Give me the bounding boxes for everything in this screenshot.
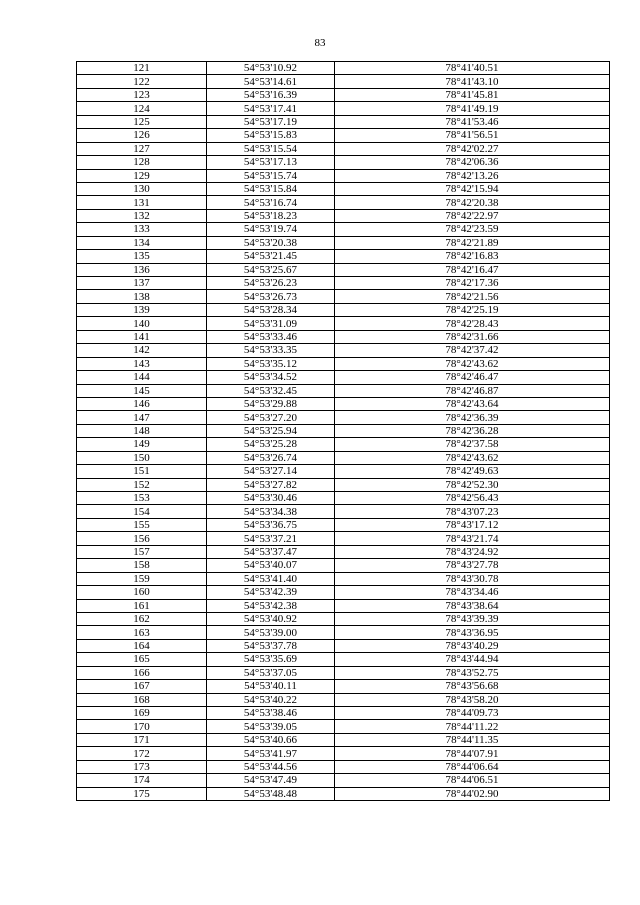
longitude-cell: 78°42'06.36 [335, 156, 610, 169]
point-number-cell: 122 [77, 75, 207, 88]
table-row [77, 693, 610, 706]
table-row [77, 680, 610, 693]
latitude-cell: 54°53'29.88 [207, 397, 335, 410]
latitude-cell: 54°53'47.49 [207, 774, 335, 787]
latitude-cell: 54°53'27.20 [207, 411, 335, 424]
table-row [77, 142, 610, 155]
longitude-cell: 78°43'17.12 [335, 518, 610, 531]
latitude-cell: 54°53'25.94 [207, 424, 335, 437]
table-row [77, 518, 610, 531]
latitude-cell: 54°53'40.92 [207, 612, 335, 625]
latitude-cell: 54°53'35.12 [207, 357, 335, 370]
table-row [77, 572, 610, 585]
point-number-cell: 133 [77, 223, 207, 236]
point-number-cell: 155 [77, 518, 207, 531]
longitude-cell: 78°42'43.62 [335, 357, 610, 370]
longitude-cell: 78°44'06.64 [335, 760, 610, 773]
longitude-cell: 78°42'28.43 [335, 317, 610, 330]
point-number-cell: 172 [77, 747, 207, 760]
latitude-cell: 54°53'17.41 [207, 102, 335, 115]
latitude-cell: 54°53'37.47 [207, 545, 335, 558]
table-row [77, 424, 610, 437]
point-number-cell: 134 [77, 236, 207, 249]
point-number-cell: 168 [77, 693, 207, 706]
point-number-cell: 127 [77, 142, 207, 155]
point-number-cell: 156 [77, 532, 207, 545]
longitude-cell: 78°42'16.47 [335, 263, 610, 276]
longitude-cell: 78°42'36.39 [335, 411, 610, 424]
point-number-cell: 121 [77, 62, 207, 75]
latitude-cell: 54°53'39.00 [207, 626, 335, 639]
point-number-cell: 171 [77, 733, 207, 746]
latitude-cell: 54°53'15.74 [207, 169, 335, 182]
point-number-cell: 165 [77, 653, 207, 666]
table-row [77, 411, 610, 424]
point-number-cell: 141 [77, 330, 207, 343]
table-row [77, 451, 610, 464]
point-number-cell: 149 [77, 438, 207, 451]
point-number-cell: 131 [77, 196, 207, 209]
point-number-cell: 147 [77, 411, 207, 424]
latitude-cell: 54°53'27.82 [207, 478, 335, 491]
longitude-cell: 78°42'20.38 [335, 196, 610, 209]
table-row [77, 115, 610, 128]
table-row [77, 263, 610, 276]
point-number-cell: 125 [77, 115, 207, 128]
point-number-cell: 169 [77, 707, 207, 720]
table-row [77, 787, 610, 800]
longitude-cell: 78°42'15.94 [335, 182, 610, 195]
longitude-cell: 78°42'02.27 [335, 142, 610, 155]
table-row [77, 465, 610, 478]
table-row [77, 371, 610, 384]
point-number-cell: 160 [77, 586, 207, 599]
table-row [77, 344, 610, 357]
longitude-cell: 78°42'56.43 [335, 492, 610, 505]
latitude-cell: 54°53'21.45 [207, 250, 335, 263]
latitude-cell: 54°53'37.21 [207, 532, 335, 545]
latitude-cell: 54°53'27.14 [207, 465, 335, 478]
table-row [77, 747, 610, 760]
table-row [77, 599, 610, 612]
longitude-cell: 78°43'38.64 [335, 599, 610, 612]
table-row [77, 492, 610, 505]
longitude-cell: 78°42'21.89 [335, 236, 610, 249]
point-number-cell: 170 [77, 720, 207, 733]
longitude-cell: 78°43'44.94 [335, 653, 610, 666]
longitude-cell: 78°42'25.19 [335, 303, 610, 316]
longitude-cell: 78°41'56.51 [335, 129, 610, 142]
point-number-cell: 136 [77, 263, 207, 276]
longitude-cell: 78°42'49.63 [335, 465, 610, 478]
longitude-cell: 78°44'02.90 [335, 787, 610, 800]
point-number-cell: 139 [77, 303, 207, 316]
longitude-cell: 78°42'23.59 [335, 223, 610, 236]
table-row [77, 438, 610, 451]
table-row [77, 720, 610, 733]
longitude-cell: 78°42'43.64 [335, 397, 610, 410]
longitude-cell: 78°41'49.19 [335, 102, 610, 115]
table-row [77, 236, 610, 249]
table-row [77, 196, 610, 209]
latitude-cell: 54°53'15.84 [207, 182, 335, 195]
latitude-cell: 54°53'38.46 [207, 707, 335, 720]
table-row [77, 707, 610, 720]
point-number-cell: 158 [77, 559, 207, 572]
point-number-cell: 167 [77, 680, 207, 693]
point-number-cell: 132 [77, 209, 207, 222]
table-row [77, 303, 610, 316]
latitude-cell: 54°53'33.46 [207, 330, 335, 343]
point-number-cell: 157 [77, 545, 207, 558]
latitude-cell: 54°53'39.05 [207, 720, 335, 733]
latitude-cell: 54°53'33.35 [207, 344, 335, 357]
longitude-cell: 78°43'07.23 [335, 505, 610, 518]
longitude-cell: 78°43'52.75 [335, 666, 610, 679]
longitude-cell: 78°43'39.39 [335, 612, 610, 625]
latitude-cell: 54°53'30.46 [207, 492, 335, 505]
longitude-cell: 78°44'11.35 [335, 733, 610, 746]
page-number: 83 [314, 37, 326, 49]
longitude-cell: 78°42'22.97 [335, 209, 610, 222]
table-row [77, 290, 610, 303]
table-row [77, 478, 610, 491]
point-number-cell: 138 [77, 290, 207, 303]
table-row [77, 666, 610, 679]
table-row [77, 102, 610, 115]
point-number-cell: 130 [77, 182, 207, 195]
point-number-cell: 143 [77, 357, 207, 370]
longitude-cell: 78°43'34.46 [335, 586, 610, 599]
table-row [77, 317, 610, 330]
table-row [77, 545, 610, 558]
latitude-cell: 54°53'32.45 [207, 384, 335, 397]
point-number-cell: 174 [77, 774, 207, 787]
latitude-cell: 54°53'14.61 [207, 75, 335, 88]
longitude-cell: 78°43'30.78 [335, 572, 610, 585]
longitude-cell: 78°41'53.46 [335, 115, 610, 128]
table-row [77, 532, 610, 545]
latitude-cell: 54°53'25.67 [207, 263, 335, 276]
point-number-cell: 148 [77, 424, 207, 437]
latitude-cell: 54°53'40.07 [207, 559, 335, 572]
point-number-cell: 137 [77, 277, 207, 290]
longitude-cell: 78°42'36.28 [335, 424, 610, 437]
table-row [77, 559, 610, 572]
table-row [77, 505, 610, 518]
longitude-cell: 78°42'13.26 [335, 169, 610, 182]
longitude-cell: 78°41'40.51 [335, 62, 610, 75]
latitude-cell: 54°53'16.39 [207, 88, 335, 101]
longitude-cell: 78°43'21.74 [335, 532, 610, 545]
point-number-cell: 166 [77, 666, 207, 679]
latitude-cell: 54°53'20.38 [207, 236, 335, 249]
point-number-cell: 140 [77, 317, 207, 330]
table-row [77, 653, 610, 666]
point-number-cell: 159 [77, 572, 207, 585]
table-row [77, 612, 610, 625]
longitude-cell: 78°42'52.30 [335, 478, 610, 491]
latitude-cell: 54°53'18.23 [207, 209, 335, 222]
table-row [77, 182, 610, 195]
longitude-cell: 78°42'31.66 [335, 330, 610, 343]
latitude-cell: 54°53'37.78 [207, 639, 335, 652]
table-row [77, 733, 610, 746]
point-number-cell: 135 [77, 250, 207, 263]
longitude-cell: 78°43'27.78 [335, 559, 610, 572]
point-number-cell: 123 [77, 88, 207, 101]
table-row [77, 357, 610, 370]
latitude-cell: 54°53'25.28 [207, 438, 335, 451]
table-row [77, 384, 610, 397]
longitude-cell: 78°43'56.68 [335, 680, 610, 693]
latitude-cell: 54°53'40.11 [207, 680, 335, 693]
table-row [77, 156, 610, 169]
point-number-cell: 142 [77, 344, 207, 357]
latitude-cell: 54°53'42.38 [207, 599, 335, 612]
latitude-cell: 54°53'26.23 [207, 277, 335, 290]
longitude-cell: 78°44'11.22 [335, 720, 610, 733]
longitude-cell: 78°43'58.20 [335, 693, 610, 706]
point-number-cell: 144 [77, 371, 207, 384]
table-row [77, 250, 610, 263]
longitude-cell: 78°44'09.73 [335, 707, 610, 720]
table-row [77, 626, 610, 639]
latitude-cell: 54°53'17.13 [207, 156, 335, 169]
longitude-cell: 78°43'24.92 [335, 545, 610, 558]
longitude-cell: 78°42'16.83 [335, 250, 610, 263]
longitude-cell: 78°42'37.42 [335, 344, 610, 357]
latitude-cell: 54°53'16.74 [207, 196, 335, 209]
point-number-cell: 146 [77, 397, 207, 410]
longitude-cell: 78°43'36.95 [335, 626, 610, 639]
latitude-cell: 54°53'40.66 [207, 733, 335, 746]
latitude-cell: 54°53'26.73 [207, 290, 335, 303]
point-number-cell: 145 [77, 384, 207, 397]
latitude-cell: 54°53'48.48 [207, 787, 335, 800]
table-row [77, 774, 610, 787]
latitude-cell: 54°53'31.09 [207, 317, 335, 330]
point-number-cell: 162 [77, 612, 207, 625]
longitude-cell: 78°42'37.58 [335, 438, 610, 451]
longitude-cell: 78°42'46.87 [335, 384, 610, 397]
point-number-cell: 164 [77, 639, 207, 652]
table-row [77, 223, 610, 236]
table-row [77, 209, 610, 222]
table-row [77, 277, 610, 290]
table-row [77, 129, 610, 142]
longitude-cell: 78°41'45.81 [335, 88, 610, 101]
coordinates-table [76, 61, 610, 801]
point-number-cell: 173 [77, 760, 207, 773]
latitude-cell: 54°53'17.19 [207, 115, 335, 128]
latitude-cell: 54°53'42.39 [207, 586, 335, 599]
table-row [77, 397, 610, 410]
point-number-cell: 124 [77, 102, 207, 115]
point-number-cell: 128 [77, 156, 207, 169]
latitude-cell: 54°53'37.05 [207, 666, 335, 679]
longitude-cell: 78°42'43.62 [335, 451, 610, 464]
longitude-cell: 78°42'46.47 [335, 371, 610, 384]
latitude-cell: 54°53'40.22 [207, 693, 335, 706]
latitude-cell: 54°53'15.54 [207, 142, 335, 155]
point-number-cell: 163 [77, 626, 207, 639]
latitude-cell: 54°53'35.69 [207, 653, 335, 666]
latitude-cell: 54°53'44.56 [207, 760, 335, 773]
latitude-cell: 54°53'34.38 [207, 505, 335, 518]
point-number-cell: 151 [77, 465, 207, 478]
longitude-cell: 78°43'40.29 [335, 639, 610, 652]
point-number-cell: 129 [77, 169, 207, 182]
point-number-cell: 150 [77, 451, 207, 464]
point-number-cell: 161 [77, 599, 207, 612]
point-number-cell: 154 [77, 505, 207, 518]
longitude-cell: 78°42'17.36 [335, 277, 610, 290]
longitude-cell: 78°42'21.56 [335, 290, 610, 303]
table-row [77, 639, 610, 652]
table-row [77, 75, 610, 88]
latitude-cell: 54°53'41.97 [207, 747, 335, 760]
table-row [77, 169, 610, 182]
latitude-cell: 54°53'19.74 [207, 223, 335, 236]
longitude-cell: 78°44'06.51 [335, 774, 610, 787]
latitude-cell: 54°53'10.92 [207, 62, 335, 75]
longitude-cell: 78°44'07.91 [335, 747, 610, 760]
table-row [77, 760, 610, 773]
point-number-cell: 153 [77, 492, 207, 505]
latitude-cell: 54°53'34.52 [207, 371, 335, 384]
point-number-cell: 175 [77, 787, 207, 800]
longitude-cell: 78°41'43.10 [335, 75, 610, 88]
table-row [77, 62, 610, 75]
latitude-cell: 54°53'36.75 [207, 518, 335, 531]
point-number-cell: 126 [77, 129, 207, 142]
table-row [77, 88, 610, 101]
latitude-cell: 54°53'41.40 [207, 572, 335, 585]
point-number-cell: 152 [77, 478, 207, 491]
coordinates-table-body [77, 62, 610, 801]
table-row [77, 330, 610, 343]
latitude-cell: 54°53'26.74 [207, 451, 335, 464]
latitude-cell: 54°53'28.34 [207, 303, 335, 316]
latitude-cell: 54°53'15.83 [207, 129, 335, 142]
table-row [77, 586, 610, 599]
